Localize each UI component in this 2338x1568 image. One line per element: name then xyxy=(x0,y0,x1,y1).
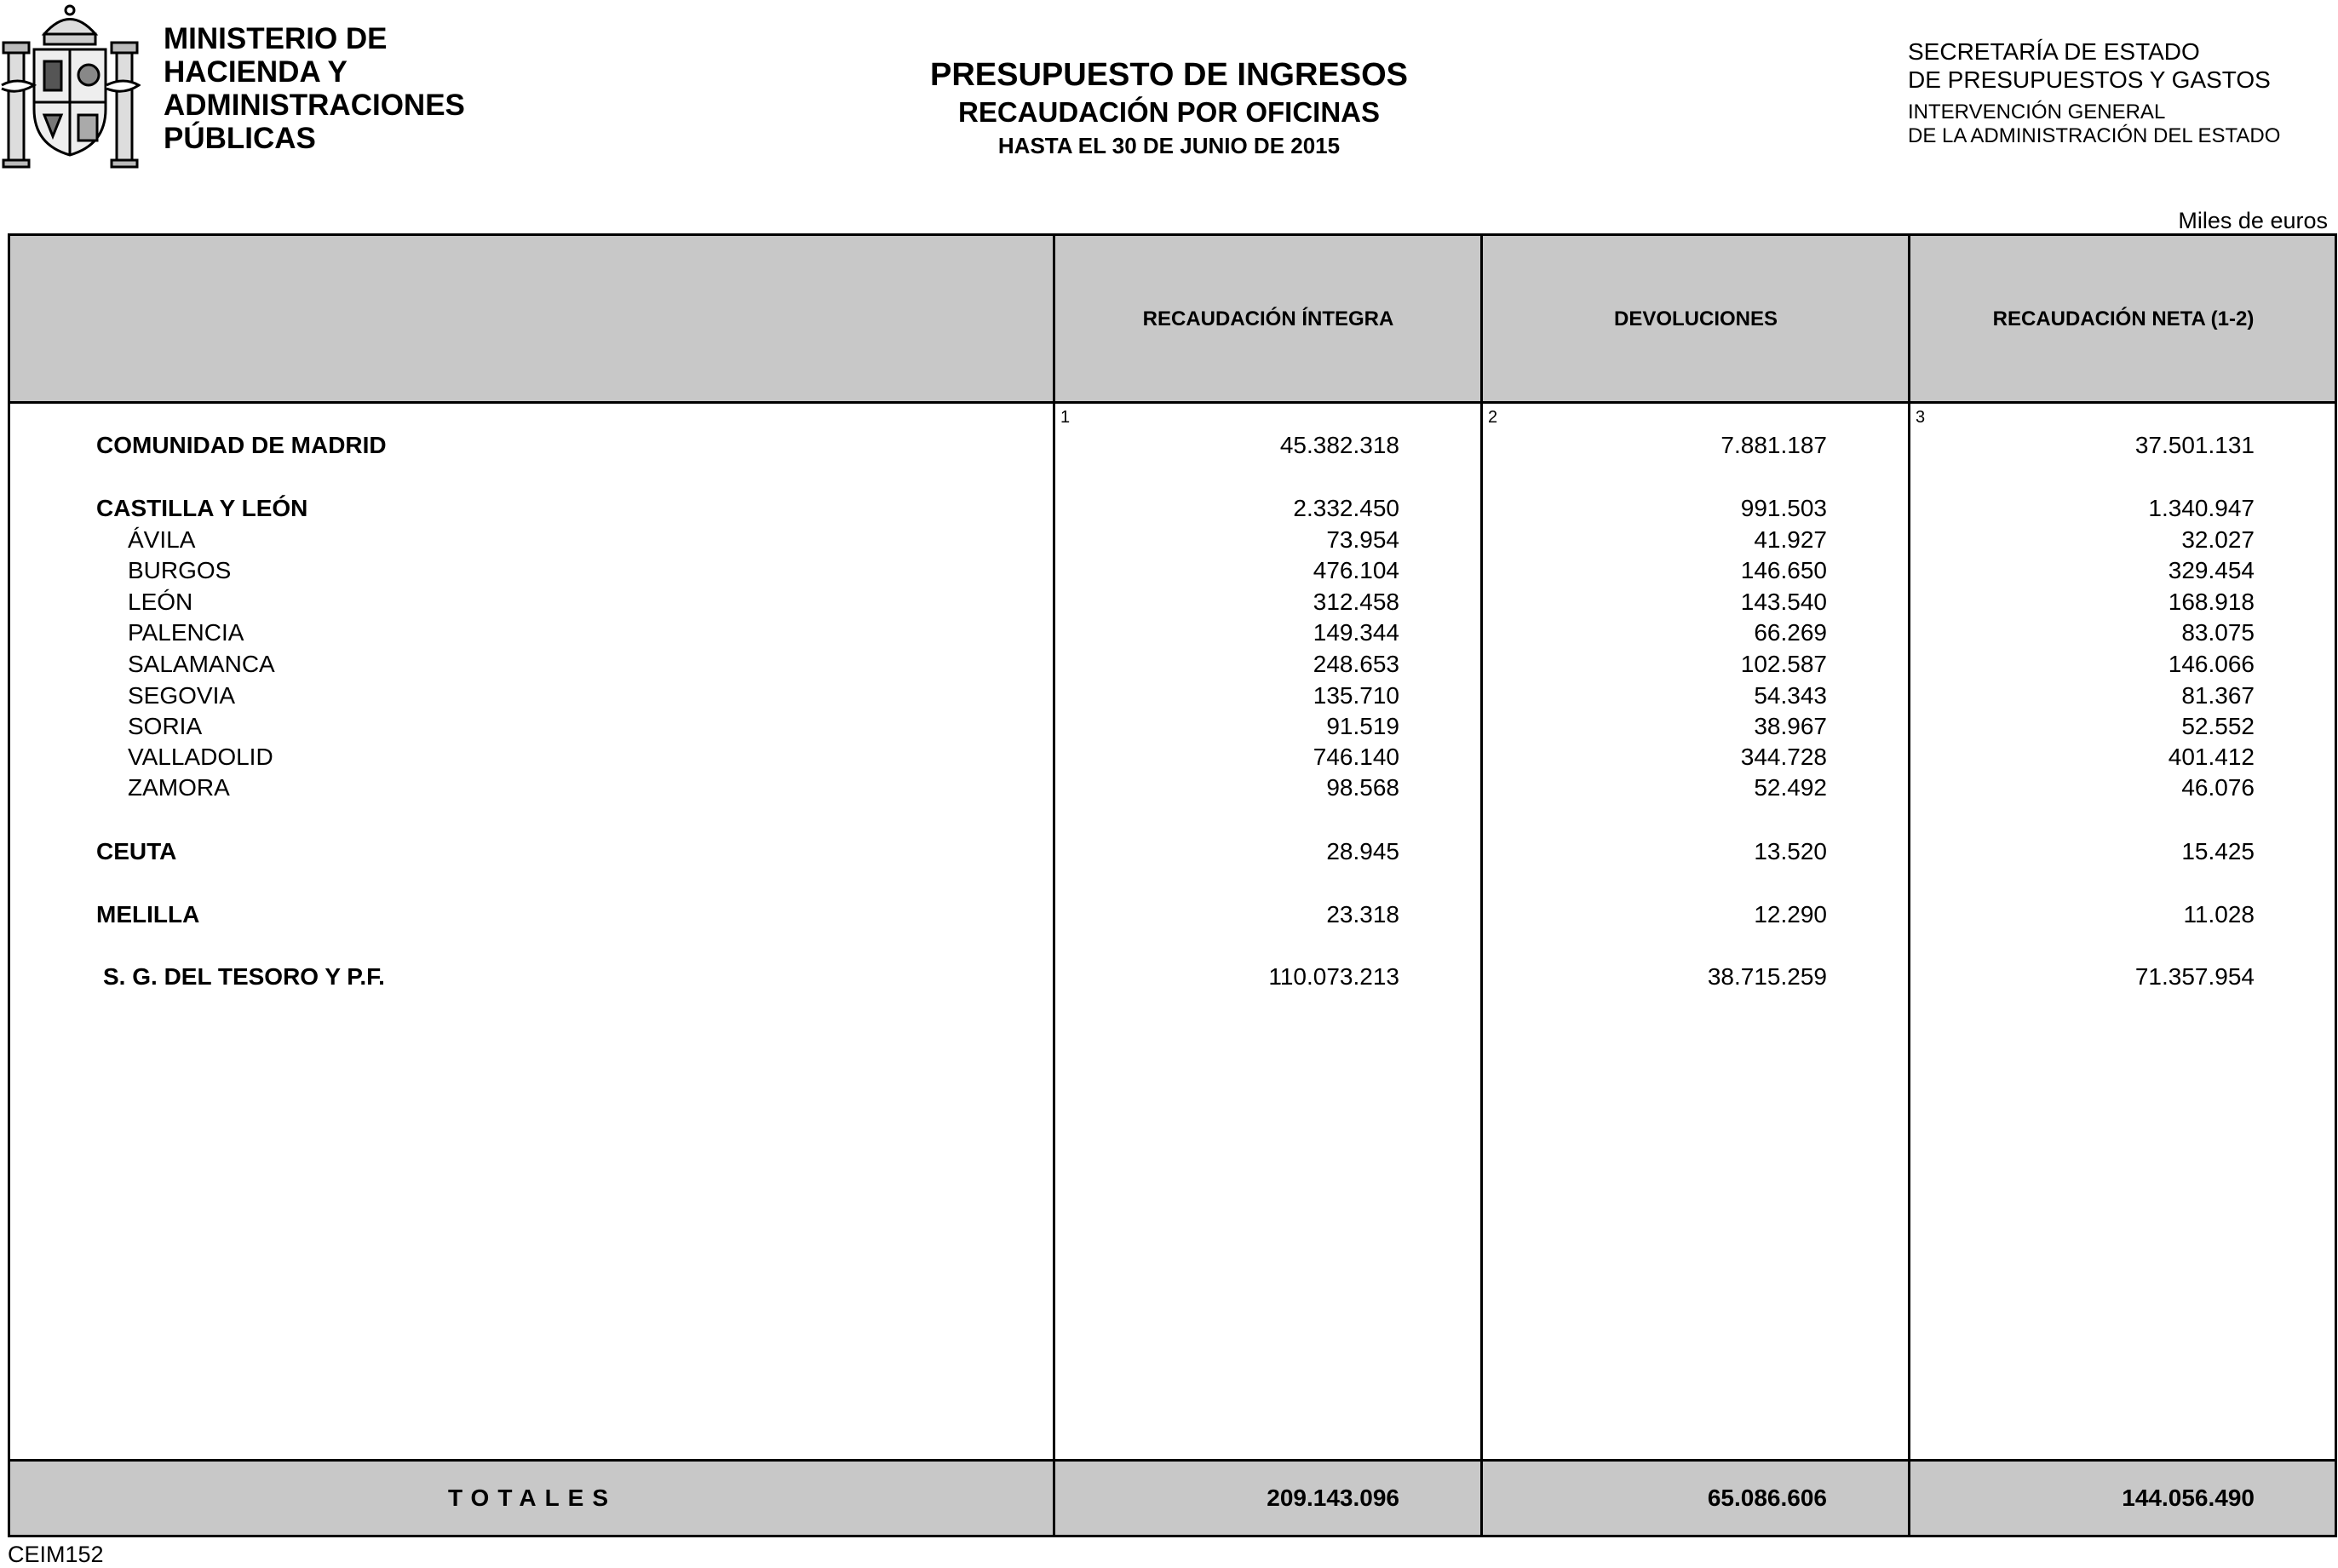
cell-neta: 401.412 xyxy=(2168,744,2255,770)
table-header xyxy=(10,236,2335,404)
table-row xyxy=(10,493,2335,524)
table-row xyxy=(10,773,2335,803)
total-neta: 144.056.490 xyxy=(2122,1485,2255,1511)
cell-integra: 98.568 xyxy=(1326,774,1399,801)
column-divider xyxy=(1480,236,1483,1535)
cell-devoluciones: 143.540 xyxy=(1740,589,1827,615)
row-label: VALLADOLID xyxy=(128,744,273,770)
row-label: CEUTA xyxy=(96,838,177,864)
cell-neta: 46.076 xyxy=(2181,774,2255,801)
cell-integra: 149.344 xyxy=(1313,619,1399,646)
cell-neta: 83.075 xyxy=(2181,619,2255,646)
cell-devoluciones: 54.343 xyxy=(1754,682,1827,709)
ministry-line: ADMINISTRACIONES xyxy=(164,89,465,122)
cell-neta: 168.918 xyxy=(2168,589,2255,615)
document-period: HASTA EL 30 DE JUNIO DE 2015 xyxy=(997,133,1341,158)
totals-row xyxy=(10,1462,2335,1535)
total-integra: 209.143.096 xyxy=(1267,1485,1399,1511)
row-label: MELILLA xyxy=(96,901,200,928)
cell-integra: 28.945 xyxy=(1326,838,1399,864)
cell-neta: 15.425 xyxy=(2181,838,2255,864)
column-number: 3 xyxy=(1916,408,1926,427)
cell-integra: 23.318 xyxy=(1326,901,1399,928)
cell-devoluciones: 146.650 xyxy=(1740,557,1827,583)
cell-devoluciones: 38.967 xyxy=(1754,713,1827,739)
table-row xyxy=(10,617,2335,648)
cell-integra: 476.104 xyxy=(1313,557,1399,583)
row-label: BURGOS xyxy=(128,557,232,583)
cell-neta: 329.454 xyxy=(2168,557,2255,583)
cell-integra: 110.073.213 xyxy=(1268,963,1399,990)
row-label: PALENCIA xyxy=(128,619,244,646)
cell-devoluciones: 12.290 xyxy=(1754,901,1827,928)
cell-devoluciones: 991.503 xyxy=(1740,495,1827,521)
document-subtitle: RECAUDACIÓN POR OFICINAS xyxy=(957,96,1381,128)
column-header-devoluciones: DEVOLUCIONES xyxy=(1613,307,1778,330)
row-label: SEGOVIA xyxy=(128,682,236,709)
cell-devoluciones: 13.520 xyxy=(1754,838,1827,864)
row-label: ÁVILA xyxy=(128,526,196,553)
column-divider xyxy=(1053,236,1055,1535)
table-row xyxy=(10,711,2335,742)
cell-integra: 746.140 xyxy=(1313,744,1399,770)
ministry-line: HACIENDA Y xyxy=(164,55,348,89)
column-number: 2 xyxy=(1488,408,1498,427)
cell-neta: 146.066 xyxy=(2168,651,2255,677)
table-row xyxy=(10,742,2335,773)
cell-neta: 32.027 xyxy=(2181,526,2255,553)
cell-integra: 312.458 xyxy=(1313,589,1399,615)
report-code: CEIM152 xyxy=(8,1542,104,1567)
cell-devoluciones: 41.927 xyxy=(1754,526,1827,553)
cell-integra: 45.382.318 xyxy=(1279,432,1399,458)
table-row xyxy=(10,525,2335,555)
ministry-line: PÚBLICAS xyxy=(164,122,316,155)
units-label: Miles de euros xyxy=(2178,208,2328,233)
cell-devoluciones: 7.881.187 xyxy=(1720,432,1827,458)
cell-devoluciones: 66.269 xyxy=(1754,619,1827,646)
secretaria-line: DE PRESUPUESTOS Y GASTOS xyxy=(1908,66,2271,93)
cell-neta: 37.501.131 xyxy=(2134,432,2255,458)
cell-devoluciones: 102.587 xyxy=(1740,651,1827,677)
intervencion-line: INTERVENCIÓN GENERAL xyxy=(1908,101,2166,123)
cell-integra: 248.653 xyxy=(1313,651,1399,677)
secretaria-block xyxy=(1908,37,2271,94)
cell-integra: 73.954 xyxy=(1326,526,1399,553)
cell-devoluciones: 344.728 xyxy=(1740,744,1827,770)
secretaria-line: SECRETARÍA DE ESTADO xyxy=(1908,38,2200,65)
cell-devoluciones: 38.715.259 xyxy=(1707,963,1827,990)
column-divider xyxy=(1908,236,1910,1535)
table-row xyxy=(10,555,2335,586)
row-label: ZAMORA xyxy=(128,774,230,801)
table-row xyxy=(10,899,2335,930)
cell-neta: 1.340.947 xyxy=(2148,495,2255,521)
revenue-table xyxy=(8,233,2337,1537)
cell-neta: 52.552 xyxy=(2181,713,2255,739)
table-row xyxy=(10,430,2335,461)
row-label: COMUNIDAD DE MADRID xyxy=(96,432,387,458)
cell-integra: 91.519 xyxy=(1326,713,1399,739)
row-label: SALAMANCA xyxy=(128,651,275,677)
row-label: S. G. DEL TESORO Y P.F. xyxy=(103,963,385,990)
cell-integra: 135.710 xyxy=(1313,682,1399,709)
cell-integra: 2.332.450 xyxy=(1293,495,1399,521)
total-devoluciones: 65.086.606 xyxy=(1707,1485,1827,1511)
row-label: CASTILLA Y LEÓN xyxy=(96,495,308,521)
cell-neta: 81.367 xyxy=(2181,682,2255,709)
column-header-integra: RECAUDACIÓN ÍNTEGRA xyxy=(1142,307,1394,330)
cell-devoluciones: 52.492 xyxy=(1754,774,1827,801)
table-row xyxy=(10,962,2335,992)
table-row xyxy=(10,836,2335,867)
row-label: LEÓN xyxy=(128,589,193,615)
column-header-neta: RECAUDACIÓN NETA (1-2) xyxy=(1992,307,2255,330)
table-row xyxy=(10,587,2335,617)
table-row xyxy=(10,681,2335,711)
ministry-line: MINISTERIO DE xyxy=(164,22,388,55)
intervencion-line: DE LA ADMINISTRACIÓN DEL ESTADO xyxy=(1908,124,2281,147)
row-label: SORIA xyxy=(128,713,203,739)
document-title: PRESUPUESTO DE INGRESOS xyxy=(930,57,1408,93)
cell-neta: 11.028 xyxy=(2183,901,2255,928)
column-number: 1 xyxy=(1060,408,1071,427)
intervencion-block xyxy=(1908,101,2280,148)
totals-label: TOTALES xyxy=(447,1485,618,1511)
cell-neta: 71.357.954 xyxy=(2134,963,2255,990)
table-row xyxy=(10,649,2335,680)
